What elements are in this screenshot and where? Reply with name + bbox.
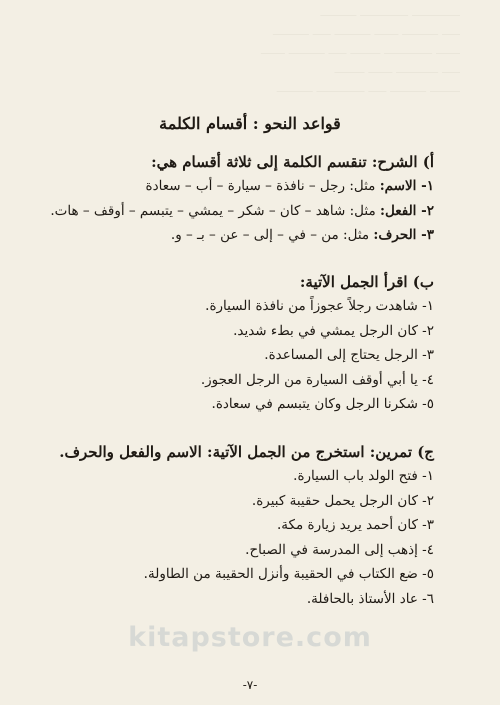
item-label: ٣- الحرف: — [373, 227, 434, 243]
page-number: -٧- — [242, 678, 258, 692]
section-b-heading: ب) اقرأ الجمل الآتية: — [299, 273, 434, 291]
watermark: kitapstore.com — [128, 622, 372, 653]
section-explanation — [38, 150, 434, 248]
item-label: ١- الاسم: — [379, 178, 434, 194]
section-reading — [38, 270, 434, 417]
exercise-item: ٢- كان الرجل يحمل حقيبة كبيرة. — [251, 492, 434, 509]
exercise-item: ٥- ضع الكتاب في الحقيبة وأنزل الحقيبة من الطاولة. — [143, 566, 434, 582]
section-exercise — [38, 440, 434, 611]
word-type-item — [38, 199, 434, 224]
section-c-heading: ج) تمرين: استخرج من الجمل الآتية: الاسم والفعل والحرف. — [59, 443, 434, 461]
page-title: قواعد النحو : أقسام الكلمة — [159, 114, 341, 133]
section-a-heading: أ) الشرح: تنقسم الكلمة إلى ثلاثة أقسام هي: — [151, 153, 434, 171]
item-text: مثل: من – في – إلى – عن – بـ – و. — [170, 227, 374, 243]
item-label: ٢- الفعل: — [380, 202, 434, 219]
word-type-item — [38, 223, 434, 248]
sentence-item: ١- شاهدت رجلاً عجوزاً من نافذة السيارة. — [205, 298, 434, 314]
exercise-item: ١- فتح الولد باب السيارة. — [293, 468, 434, 484]
exercise-item: ٣- كان أحمد يريد زيارة مكة. — [277, 517, 434, 533]
sentence-item: ٥- شكرنا الرجل وكان يتبسم في سعادة. — [211, 396, 434, 412]
sentence-item: ٣- الرجل يحتاج إلى المساعدة. — [264, 347, 434, 363]
item-text: مثل: شاهد – كان – شكر – يمشي – يتبسم – أوقف – هات. — [50, 202, 381, 219]
sentence-item: ٢- كان الرجل يمشي في بطء شديد. — [233, 322, 434, 339]
exercise-item: ٦- عاد الأستاذ بالحافلة. — [306, 590, 434, 607]
exercise-item: ٤- إذهب إلى المدرسة في الصباح. — [245, 541, 434, 558]
show-through-text: ________ ________ ______ ___ ______ ____ ______ ___ ______ ____ ________ _____ ___ ______ ____ ___ _______ ____ _____ _____ ______ ___ ________ ______ — [260, 2, 460, 92]
word-type-item — [38, 174, 434, 199]
sentence-item: ٤- يا أبي أوقف السيارة من الرجل العجوز. — [200, 371, 434, 388]
item-text: مثل: رجل – نافذة – سيارة – أب – سعادة — [145, 178, 380, 194]
